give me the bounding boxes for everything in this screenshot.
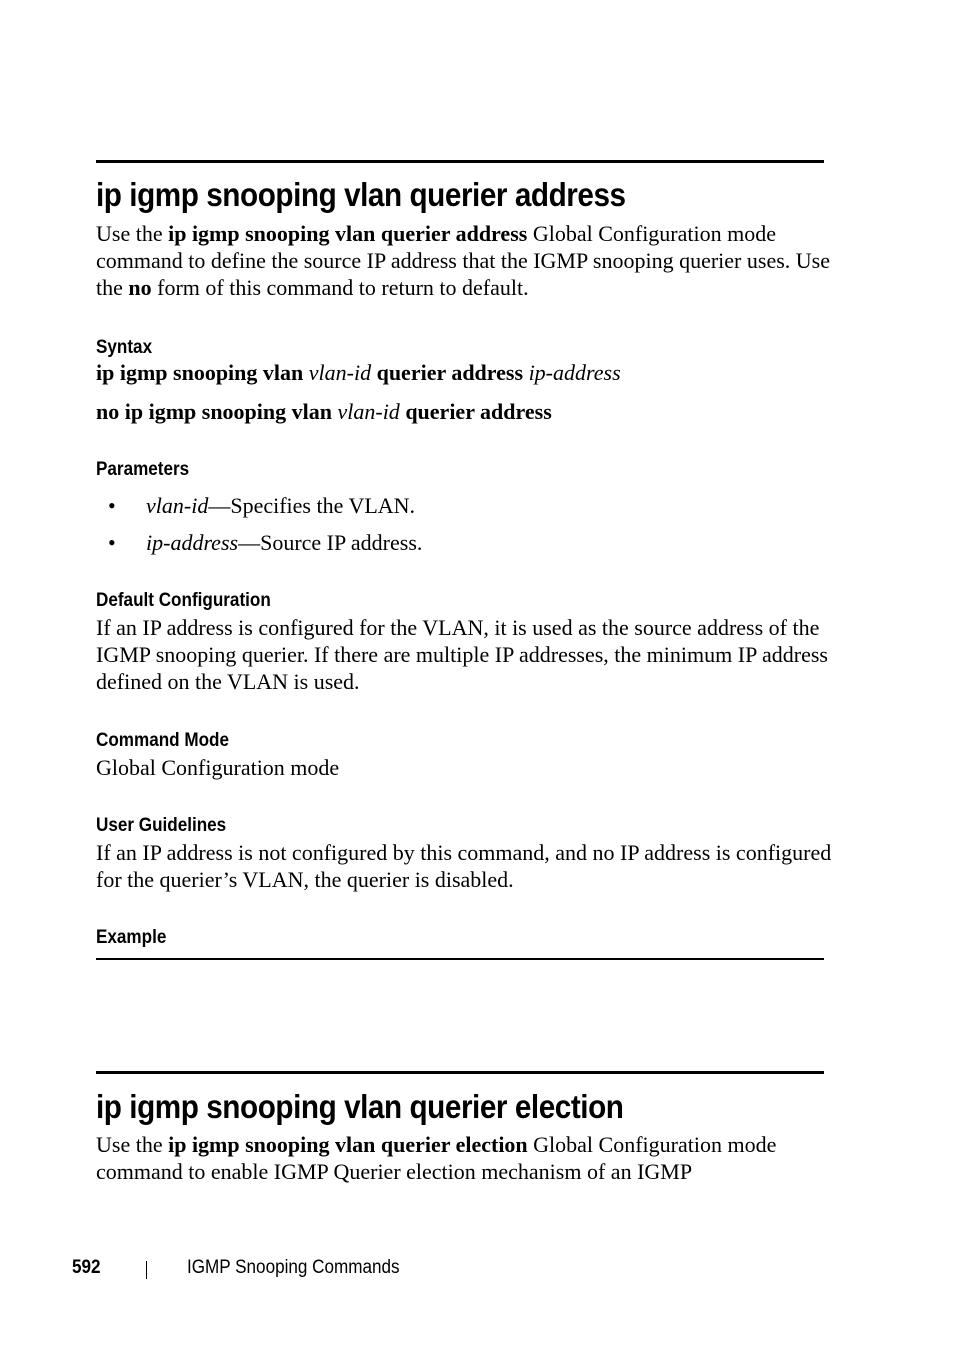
syntax-heading: Syntax <box>96 337 153 358</box>
bullet-icon: • <box>108 493 116 518</box>
section-top-rule <box>96 1071 824 1074</box>
command-mode-text: Global Configuration mode <box>96 755 340 780</box>
syntax-line-2: no ip igmp snooping vlan vlan-id querier address <box>96 399 552 424</box>
page-number: 592 <box>72 1257 101 1278</box>
parameter-item: vlan-id—Specifies the VLAN. <box>146 493 416 518</box>
section-top-rule <box>96 160 824 163</box>
command-name: ip igmp snooping vlan querier election <box>168 1132 528 1157</box>
bullet-icon: • <box>108 530 116 555</box>
example-rule <box>96 958 824 960</box>
user-guidelines-heading: User Guidelines <box>96 815 227 836</box>
parameters-heading: Parameters <box>96 459 190 480</box>
default-config-text: If an IP address is configured for the VLAN, it is used as the source address of the IGMP snooping querier. If there are multiple IP addresses, the minimum IP address defined on the VLAN is used. <box>96 615 828 694</box>
command-mode-heading: Command Mode <box>96 730 230 751</box>
chapter-title: IGMP Snooping Commands <box>187 1257 400 1278</box>
section-intro: Use the ip igmp snooping vlan querier address Global Configuration mode command to define the source IP address that the IGMP snooping querier uses. Use the no form of this command to return to default. <box>96 221 830 300</box>
example-heading: Example <box>96 927 167 948</box>
syntax-line-1: ip igmp snooping vlan vlan-id querier address ip-address <box>96 360 621 385</box>
default-config-heading: Default Configuration <box>96 590 271 611</box>
section-intro: Use the ip igmp snooping vlan querier election Global Configuration mode command to enable IGMP Querier election mechanism of an IGMP <box>96 1132 777 1184</box>
command-name: ip igmp snooping vlan querier address <box>168 221 528 246</box>
footer-divider <box>146 1261 147 1279</box>
no-keyword: no <box>128 275 152 300</box>
section-title: ip igmp snooping vlan querier election <box>96 1088 624 1125</box>
section-title: ip igmp snooping vlan querier address <box>96 176 626 213</box>
user-guidelines-text: If an IP address is not configured by this command, and no IP address is configured for the querier’s VLAN, the querier is disabled. <box>96 840 832 892</box>
parameter-item: ip-address—Source IP address. <box>146 530 423 555</box>
